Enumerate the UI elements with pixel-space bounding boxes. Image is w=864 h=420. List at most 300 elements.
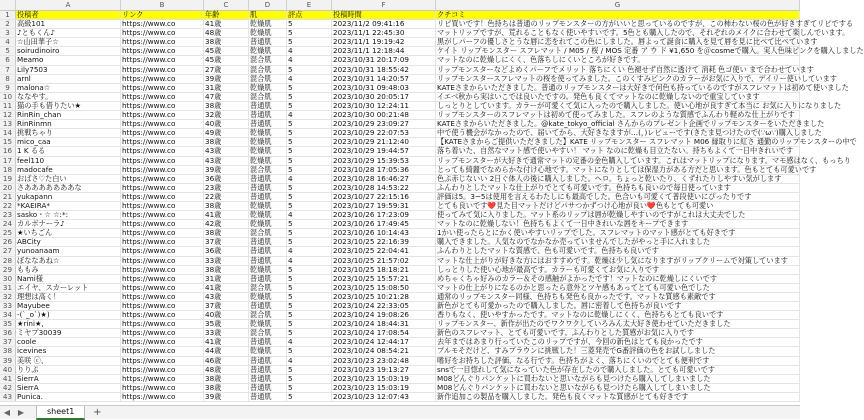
cell-poster[interactable]: ぼななあね☆ [16, 257, 121, 265]
cell-posted-time[interactable]: 2023/11/2 09:41:16 [332, 20, 436, 28]
cell-link[interactable]: https://www.co [121, 129, 204, 137]
cell-age[interactable]: 45歳 [204, 56, 249, 64]
cell-poster[interactable]: yunoanaam [16, 247, 121, 255]
row-number[interactable]: 19 [0, 175, 16, 183]
cell-review[interactable]: 1かい使ったらとにかく使いやすいリップでした。スフレマットのマット感がとても好きです [436, 229, 800, 237]
cell-skin[interactable]: 普通肌 [249, 338, 287, 346]
cell-age[interactable]: 41歳 [204, 20, 249, 28]
cell-posted-time[interactable]: 2023/10/24 22:33:05 [332, 302, 436, 310]
cell-poster[interactable]: Punica. [16, 393, 121, 401]
cell-posted-time[interactable]: 2023/11/1 19:19:42 [332, 38, 436, 46]
column-header-b[interactable]: B [121, 0, 204, 10]
cell-rating[interactable]: 5 [287, 202, 332, 210]
cell-skin[interactable]: 混合肌 [249, 75, 287, 83]
cell-link[interactable]: https://www.co [121, 329, 204, 337]
cell-rating[interactable]: 5 [287, 166, 332, 174]
row-number[interactable]: 11 [0, 102, 16, 110]
cell-age[interactable]: 39歳 [204, 75, 249, 83]
cell-review[interactable]: リップモンスター、新作が出たのでワクワクしていろみん太大好き使わせていただきました [436, 320, 800, 328]
cell-posted-time[interactable]: 2023/10/23 15:03:19 [332, 384, 436, 392]
cell-poster[interactable]: malona☆ [16, 84, 121, 92]
column-header-g[interactable]: G [436, 0, 800, 10]
cell-link[interactable]: https://www.co [121, 166, 204, 174]
cell-age[interactable]: 27歳 [204, 66, 249, 74]
cell-link[interactable]: https://www.co [121, 147, 204, 155]
cell-skin[interactable]: 乾燥肌 [249, 129, 287, 137]
cell-rating[interactable]: 5 [287, 366, 332, 374]
cell-review[interactable]: 中で使う機会がなかったので、届いてから、大好きなますが…(，)レビューです(きたま見つけたので(∵ω∵)購入しました [437, 128, 822, 138]
column-header-e[interactable]: E [287, 0, 332, 10]
cell-posted-time[interactable]: 2023/10/24 19:08:26 [332, 311, 436, 319]
cell-age[interactable]: 44歳 [204, 347, 249, 355]
row-number[interactable]: 31 [0, 284, 16, 292]
cell-link[interactable]: https://www.co [121, 66, 204, 74]
cell-link[interactable]: https://www.co [121, 202, 204, 210]
header-cell[interactable]: 投稿時間 [332, 11, 436, 19]
cell-skin[interactable]: 乾燥肌 [249, 138, 287, 146]
cell-age[interactable]: 35歳 [204, 320, 249, 328]
cell-rating[interactable]: 5 [287, 238, 332, 246]
cell-link[interactable]: https://www.co [121, 93, 204, 101]
cell-poster[interactable]: りりぷ [16, 366, 121, 374]
cell-rating[interactable]: 5 [287, 184, 332, 192]
cell-rating[interactable]: 5 [287, 220, 332, 228]
cell-skin[interactable]: 普通肌 [249, 102, 287, 110]
cell-poster[interactable]: Mayubee [16, 302, 121, 310]
cell-poster[interactable]: ななやす。 [16, 93, 121, 101]
cell-posted-time[interactable]: 2023/10/31 09:48:03 [332, 84, 436, 92]
cell-skin[interactable]: 混合肌 [249, 311, 287, 319]
cell-posted-time[interactable]: 2023/10/26 17:49:45 [332, 220, 436, 228]
cell-rating[interactable]: 4 [287, 257, 332, 265]
cell-skin[interactable]: 普通肌 [249, 357, 287, 365]
cell-rating[interactable]: 4 [287, 47, 332, 55]
select-all-corner[interactable] [0, 0, 16, 10]
cell-poster[interactable]: エイヤ、スカーレット [16, 284, 121, 292]
cell-age[interactable]: 36歳 [204, 247, 249, 255]
row-number[interactable]: 10 [0, 93, 16, 101]
cell-posted-time[interactable]: 2023/10/25 15:08:50 [332, 284, 436, 292]
cell-skin[interactable]: 普通肌 [249, 120, 287, 128]
cell-review[interactable]: とても良いです❤️見た目マットだけどパサつかずつけ心地が良い❤️色もとても可愛い [436, 202, 800, 210]
row-number[interactable]: 21 [0, 193, 16, 201]
cell-link[interactable]: https://www.co [121, 20, 204, 28]
cell-skin[interactable]: 混合肌 [249, 56, 287, 64]
cell-review[interactable]: 使ってみて気に入りました。マット系のリップは唇が乾燥しやすいのですがこれは大丈夫でした [436, 211, 800, 219]
row-number[interactable]: 26 [0, 238, 16, 246]
cell-poster[interactable]: feel110 [16, 157, 121, 165]
cell-review[interactable]: 色ぷ赤じないい 2日ぐ体人の後に購入しました。ヘロ。ちょっと乾いたり、くずれたりしやすい気がします [436, 175, 800, 183]
cell-poster[interactable]: ももみ [16, 266, 121, 274]
row-number[interactable]: 29 [0, 266, 16, 274]
cell-rating[interactable]: 4 [287, 357, 332, 365]
cell-posted-time[interactable]: 2023/10/29 19:44:57 [332, 147, 436, 155]
cell-skin[interactable]: 乾燥肌 [249, 20, 287, 28]
cell-rating[interactable]: 5 [287, 66, 332, 74]
cell-skin[interactable]: 乾燥肌 [249, 84, 287, 92]
cell-review[interactable]: 新色がとても可愛かったので購入しました。唇に密着して色持ちが良いです [436, 302, 800, 310]
cell-poster[interactable]: 挑戦ちゃり [16, 129, 121, 137]
cell-poster[interactable]: sasko・☆ ☆:*: [16, 211, 121, 219]
cell-rating[interactable]: 5 [287, 293, 332, 301]
cell-poster[interactable]: 理想は高く！ [16, 293, 121, 301]
cell-link[interactable]: https://www.co [121, 120, 204, 128]
cell-rating[interactable]: 5 [287, 193, 332, 201]
cell-age[interactable]: 32歳 [204, 111, 249, 119]
cell-rating[interactable]: 5 [287, 311, 332, 319]
cell-link[interactable]: https://www.co [121, 175, 204, 183]
cell-review[interactable]: マットなのに乾燥しない！色持ちもよくて一日中きれいな唇をキープできます [436, 220, 800, 228]
cell-posted-time[interactable]: 2023/10/30 20:05:17 [332, 93, 436, 101]
row-number[interactable]: 15 [0, 138, 16, 146]
cell-posted-time[interactable]: 2023/10/31 14:20:57 [332, 75, 436, 83]
cell-link[interactable]: https://www.co [121, 75, 204, 83]
cell-link[interactable]: https://www.co [121, 366, 204, 374]
cell-review[interactable]: リップモンスタースフレマットの桜を使ってみました。このくすみピンクのカラーがお気に入りで、デイリー使いしています [437, 73, 837, 83]
row-number[interactable]: 36 [0, 329, 16, 337]
cell-age[interactable]: 38歳 [204, 102, 249, 110]
row-number[interactable]: 32 [0, 293, 16, 301]
cell-rating[interactable]: 4 [287, 111, 332, 119]
cell-poster[interactable]: soirudinoiro [16, 47, 121, 55]
cell-review[interactable]: イエベ秋から実はいこでは良いたですの。発色も良くてマットなのに乾燥しないので重宝しています [436, 93, 800, 101]
cell-posted-time[interactable]: 2023/11/1 22:45:30 [332, 29, 436, 37]
cell-poster[interactable]: ☆山田華子☆ [16, 38, 121, 46]
row-number[interactable]: 17 [0, 157, 16, 165]
cell-review[interactable]: マットリップですが、荒れることもなく使いやすいです。5色とも購入したので、それぞれのメイクに合わせて楽しんでいます。 [437, 28, 850, 38]
cell-link[interactable]: https://www.co [121, 257, 204, 265]
cell-skin[interactable]: 乾燥肌 [249, 211, 287, 219]
cell-posted-time[interactable]: 2023/10/24 17:08:54 [332, 329, 436, 337]
cell-review[interactable]: 香りもなく、使いやすかったです。マットなのに乾燥しにくく、色持ちもとても良いです [436, 311, 800, 319]
cell-age[interactable]: 41歳 [204, 211, 249, 219]
cell-review[interactable]: しっとりとしています。カラーが可愛くて気に入ったので購入しました。使い心地が良すぎて本当に お気に入りになりました [437, 100, 842, 110]
row-number[interactable]: 20 [0, 184, 16, 192]
cell-skin[interactable]: 混合肌 [249, 229, 287, 237]
cell-link[interactable]: https://www.co [121, 284, 204, 292]
cell-rating[interactable]: 4 [287, 56, 332, 64]
cell-posted-time[interactable]: 2023/10/25 10:21:28 [332, 293, 436, 301]
add-sheet-button[interactable]: + [93, 407, 102, 418]
cell-review[interactable]: とっても綺麗でなめらかな付け心地です。マットになりとしては保湿力がある方だと思います。色もとても可愛いです [437, 164, 817, 174]
cell-age[interactable]: 38歳 [204, 38, 249, 46]
cell-rating[interactable]: 4 [287, 247, 332, 255]
cell-review[interactable]: 評価は5。3~5は使用を言えるわたしにも最高でした。色合いも可愛くて普段使いにぴったりです [436, 193, 800, 201]
cell-skin[interactable]: 普通肌 [249, 111, 287, 119]
cell-skin[interactable]: 混合肌 [249, 284, 287, 292]
cell-poster[interactable]: RinRin_chan [16, 111, 121, 119]
cell-skin[interactable]: 乾燥肌 [249, 147, 287, 155]
cell-skin[interactable]: 普通肌 [249, 257, 287, 265]
cell-age[interactable]: 48歳 [204, 29, 249, 37]
cell-age[interactable]: 40歳 [204, 120, 249, 128]
cell-posted-time[interactable]: 2023/10/29 22:07:53 [332, 129, 436, 137]
cell-skin[interactable]: 普通肌 [249, 366, 287, 374]
cell-age[interactable]: 43歳 [204, 147, 249, 155]
cell-rating[interactable]: 5 [287, 347, 332, 355]
row-number[interactable]: 1 [0, 11, 16, 19]
cell-skin[interactable]: 乾燥肌 [249, 202, 287, 210]
row-number[interactable]: 5 [0, 47, 16, 55]
cell-link[interactable]: https://www.co [121, 311, 204, 319]
cell-age[interactable]: 33歳 [204, 257, 249, 265]
cell-link[interactable]: https://www.co [121, 56, 204, 64]
cell-review[interactable]: ケイト リップモンスター スフレマット / M05 / 桜 / MOS 定番 ア ウ ド ¥1,650 を＠cosmeで購入。実人色味ピンクを購入しました [437, 46, 864, 56]
cell-age[interactable]: 47歳 [204, 93, 249, 101]
cell-poster[interactable]: -(`_o`)★) [16, 311, 121, 319]
cell-rating[interactable]: 5 [287, 384, 332, 392]
cell-poster[interactable]: Nami様 [16, 275, 121, 283]
cell-rating[interactable]: 4 [287, 211, 332, 219]
cell-link[interactable]: https://www.co [121, 275, 204, 283]
cell-review[interactable]: 【KATEさまからご提供いただきました】KATE リップモンスター スフレマット M06 縁取りに紅さ 通勤のリップモンスターの中で [437, 137, 857, 147]
cell-poster[interactable]: RinRinmn [16, 120, 121, 128]
cell-skin[interactable]: 乾燥肌 [249, 320, 287, 328]
cell-posted-time[interactable]: 2023/10/27 19:59:31 [332, 202, 436, 210]
cell-link[interactable]: https://www.co [121, 357, 204, 365]
cell-rating[interactable]: 5 [287, 129, 332, 137]
cell-age[interactable]: 37歳 [204, 238, 249, 246]
cell-review[interactable]: 通常のリップモンスター同様、色持ちも発色も良かったです。マットな質感も素敵です [436, 293, 800, 301]
row-number[interactable]: 34 [0, 311, 16, 319]
cell-skin[interactable]: 普通肌 [249, 275, 287, 283]
cell-rating[interactable]: 4 [287, 338, 332, 346]
cell-age[interactable]: 43歳 [204, 293, 249, 301]
header-cell[interactable]: 投稿者 [16, 11, 121, 19]
cell-review[interactable]: マットなのに乾燥しにくく、色落ちしにくいところが好きです。 [436, 56, 800, 64]
cell-poster[interactable]: mico_caa [16, 138, 121, 146]
cell-link[interactable]: https://www.co [121, 111, 204, 119]
header-cell[interactable]: リンク [121, 11, 204, 19]
cell-rating[interactable]: 5 [287, 38, 332, 46]
cell-rating[interactable]: 5 [287, 29, 332, 37]
cell-review[interactable]: マットの仕上がりになるのかと思ったら意外とツヤ感もあってとても可愛い色でした [436, 284, 800, 292]
cell-poster[interactable]: 美咲 ⓒ、 [16, 357, 121, 365]
sheet-tab[interactable]: sheet1 [36, 406, 85, 420]
cell-link[interactable]: https://www.co [121, 338, 204, 346]
cell-review[interactable]: M08どんぐりパンケットに買わないと思いながらも見つけたら購入してしまいました [436, 384, 800, 392]
cell-skin[interactable]: 普通肌 [249, 175, 287, 183]
cell-posted-time[interactable]: 2023/10/28 14:53:22 [332, 184, 436, 192]
cell-posted-time[interactable]: 2023/10/29 21:12:40 [332, 138, 436, 146]
column-header-c[interactable]: C [204, 0, 249, 10]
cell-review[interactable]: しっとりした使い心地が最高です。カラーも可愛くてお気に入りです [436, 266, 800, 274]
cell-age[interactable]: 31歳 [204, 84, 249, 92]
row-number[interactable]: 2 [0, 20, 16, 28]
row-number[interactable]: 14 [0, 129, 16, 137]
cell-review[interactable]: リップモンスターなどよめくパーフでメリット 落ちにくい 色褪せず自然に透けて 消耗 色ゴ使い まで合わせています [437, 64, 814, 74]
cell-posted-time[interactable]: 2023/10/23 12:07:43 [332, 393, 436, 401]
cell-link[interactable]: https://www.co [121, 229, 204, 237]
cell-link[interactable]: https://www.co [121, 384, 204, 392]
cell-poster[interactable]: ★rini★, [16, 320, 121, 328]
row-number[interactable]: 3 [0, 29, 16, 37]
cell-skin[interactable]: 普通肌 [249, 393, 287, 401]
cell-posted-time[interactable]: 2023/10/23 23:02:48 [332, 357, 436, 365]
cell-poster[interactable]: ABCity [16, 238, 121, 246]
cell-rating[interactable]: 5 [287, 302, 332, 310]
cell-review[interactable]: 落ち着いた、自然なマット感で使いやすい！ マット なのに乾燥も目立たない。持ちもよくて一日中きれいです [436, 147, 800, 155]
cell-review[interactable]: 黒がしパーフの優しさとうな唇に恋をれてこの色にしました。唇よって誕食に購入を見て唇を見に比べて比べています [437, 37, 818, 47]
cell-rating[interactable]: 4 [287, 75, 332, 83]
cell-skin[interactable]: 普通肌 [249, 38, 287, 46]
cell-poster[interactable]: Meamo [16, 56, 121, 64]
cell-posted-time[interactable]: 2023/11/1 12:18:44 [332, 47, 436, 55]
cell-rating[interactable]: 5 [287, 102, 332, 110]
header-cell[interactable]: 肌 [249, 11, 287, 19]
cell-posted-time[interactable]: 2023/10/25 18:18:21 [332, 266, 436, 274]
column-header-d[interactable]: D [249, 0, 287, 10]
cell-age[interactable]: 38歳 [204, 138, 249, 146]
cell-review[interactable]: ふんわりとしたマットな質感で、色も可愛いです。色持ちも良いです [436, 247, 800, 255]
cell-poster[interactable]: yukapann [16, 193, 121, 201]
cell-link[interactable]: https://www.co [121, 247, 204, 255]
cell-posted-time[interactable]: 2023/10/25 15:57:21 [332, 275, 436, 283]
cell-rating[interactable]: 4 [287, 175, 332, 183]
row-number[interactable]: 42 [0, 384, 16, 392]
cell-review[interactable]: めちゃくちゃ好みのカラー＆その感触がよかったです！マットなのに乾燥しにくいです [436, 275, 800, 283]
cell-review[interactable]: 新色のスフレマット、とても可愛いです。ふんわりとした質感がお気に入りです [436, 329, 800, 337]
cell-age[interactable]: 41歳 [204, 284, 249, 292]
cell-age[interactable]: 48歳 [204, 366, 249, 374]
cell-link[interactable]: https://www.co [121, 184, 204, 192]
cell-rating[interactable]: 5 [287, 93, 332, 101]
row-number[interactable]: 39 [0, 357, 16, 365]
cell-poster[interactable]: ★いちごん [16, 229, 121, 237]
cell-age[interactable]: 40歳 [204, 311, 249, 319]
row-number[interactable]: 22 [0, 202, 16, 210]
cell-skin[interactable]: 乾燥肌 [249, 220, 287, 228]
cell-age[interactable]: 38歳 [204, 229, 249, 237]
row-number[interactable]: 4 [0, 38, 16, 46]
cell-posted-time[interactable]: 2023/10/29 15:39:53 [332, 157, 436, 165]
cell-poster[interactable]: icevines [16, 347, 121, 355]
cell-age[interactable]: 23歳 [204, 184, 249, 192]
cell-rating[interactable]: 5 [287, 275, 332, 283]
row-number[interactable]: 25 [0, 229, 16, 237]
cell-age[interactable]: 33歳 [204, 329, 249, 337]
cell-link[interactable]: https://www.co [121, 47, 204, 55]
cell-posted-time[interactable]: 2023/10/31 20:17:09 [332, 56, 436, 64]
row-number[interactable]: 27 [0, 247, 16, 255]
cell-age[interactable]: 45歳 [204, 47, 249, 55]
cell-poster[interactable]: さあああああああな [16, 184, 121, 192]
cell-age[interactable]: 39歳 [204, 166, 249, 174]
cell-rating[interactable]: 5 [287, 393, 332, 401]
cell-link[interactable]: https://www.co [121, 138, 204, 146]
cell-rating[interactable]: 5 [287, 329, 332, 337]
cell-review[interactable]: 去年まではあまり行っていたこのリップですが、今回の新色はとても良かったです [436, 338, 800, 346]
cell-age[interactable]: 37歳 [204, 302, 249, 310]
cell-link[interactable]: https://www.co [121, 375, 204, 383]
cell-rating[interactable]: 5 [287, 284, 332, 292]
cell-link[interactable]: https://www.co [121, 347, 204, 355]
cell-poster[interactable]: 1 K るる [16, 147, 121, 155]
cell-rating[interactable]: 5 [287, 375, 332, 383]
cell-link[interactable]: https://www.co [121, 211, 204, 219]
cell-skin[interactable]: 普通肌 [249, 375, 287, 383]
cell-link[interactable]: https://www.co [121, 102, 204, 110]
cell-poster[interactable]: SierrA [16, 375, 121, 383]
cell-rating[interactable]: 5 [287, 84, 332, 92]
cell-link[interactable]: https://www.co [121, 293, 204, 301]
cell-review[interactable]: ふんわりとしたマットな仕上がりでとても可愛いです。色持ちも良いので毎日使っています [436, 184, 800, 192]
row-number[interactable]: 43 [0, 393, 16, 401]
cell-posted-time[interactable]: 2023/10/24 18:44:31 [332, 320, 436, 328]
cell-posted-time[interactable]: 2023/10/25 22:04:41 [332, 247, 436, 255]
cell-age[interactable]: 43歳 [204, 157, 249, 165]
cell-link[interactable]: https://www.co [121, 393, 204, 401]
header-cell[interactable]: クチコミ [436, 11, 800, 19]
cell-review[interactable]: リップモンスターが大好きで通常マットの定番の金色購入しています。これはマットリップになります。マモ感はなく、もっちり [437, 155, 851, 165]
cell-link[interactable]: https://www.co [121, 29, 204, 37]
cell-poster[interactable]: *KAEIRA* [16, 202, 121, 210]
cell-rating[interactable]: 5 [287, 157, 332, 165]
cell-age[interactable]: 38歳 [204, 266, 249, 274]
cell-link[interactable]: https://www.co [121, 84, 204, 92]
cell-skin[interactable]: 混合肌 [249, 329, 287, 337]
cell-posted-time[interactable]: 2023/10/30 00:21:48 [332, 111, 436, 119]
cell-poster[interactable]: 高級101 [16, 20, 121, 28]
cell-skin[interactable]: 普通肌 [249, 238, 287, 246]
header-cell[interactable]: 評点 [287, 11, 332, 19]
cell-review[interactable]: リップモンスターのスフレマットは初めて使ってみました。スフレのような質感でふんわり軽めな仕上がりです [436, 111, 800, 119]
cell-review[interactable]: 嗜好をお持ちした評価、なる行です。色持ちがよく、落ちにくいのでとても便利です [436, 357, 800, 365]
row-number[interactable]: 28 [0, 257, 16, 265]
cell-rating[interactable]: 5 [287, 147, 332, 155]
cell-age[interactable]: 22歳 [204, 193, 249, 201]
cell-age[interactable]: 38歳 [204, 375, 249, 383]
cell-poster[interactable]: coole [16, 338, 121, 346]
cell-skin[interactable]: 乾燥肌 [249, 29, 287, 37]
cell-link[interactable]: https://www.co [121, 220, 204, 228]
cell-rating[interactable]: 5 [287, 266, 332, 274]
cell-poster[interactable]: ミヤプ30039 [16, 329, 121, 337]
cell-poster[interactable]: ♪ともくん♪ [16, 29, 121, 37]
cell-rating[interactable]: 5 [287, 229, 332, 237]
cell-posted-time[interactable]: 2023/10/25 21:57:02 [332, 257, 436, 265]
header-cell[interactable]: 年齢 [204, 11, 249, 19]
row-number[interactable]: 38 [0, 347, 16, 355]
cell-poster[interactable]: madocafe [16, 166, 121, 174]
cell-skin[interactable]: 乾燥肌 [249, 347, 287, 355]
column-header-f[interactable]: F [332, 0, 436, 10]
cell-skin[interactable]: 乾燥肌 [249, 47, 287, 55]
cell-link[interactable]: https://www.co [121, 320, 204, 328]
cell-skin[interactable]: 普通肌 [249, 302, 287, 310]
row-number[interactable]: 12 [0, 111, 16, 119]
cell-age[interactable]: 42歳 [204, 220, 249, 228]
cell-posted-time[interactable]: 2023/10/24 12:44:17 [332, 338, 436, 346]
cell-poster[interactable]: 猫の手も借りたい★ [16, 102, 121, 110]
cell-posted-time[interactable]: 2023/10/28 17:05:36 [332, 166, 436, 174]
cell-link[interactable]: https://www.co [121, 302, 204, 310]
cell-link[interactable]: https://www.co [121, 193, 204, 201]
cell-rating[interactable]: 5 [287, 138, 332, 146]
row-number[interactable]: 41 [0, 375, 16, 383]
cell-skin[interactable]: 混合肌 [249, 93, 287, 101]
cell-review[interactable]: snsで一目惚れして気になっていた色が存在したので購入しました。とても可愛いです [436, 366, 800, 374]
cell-poster[interactable]: カルボナーラ♪ [16, 220, 121, 228]
cell-review[interactable]: プルモそだけど、すみプラウンに挑戦した！三菱発売でG番評価の色をお試ししました [436, 347, 800, 355]
cell-poster[interactable]: arnl [16, 75, 121, 83]
cell-posted-time[interactable]: 2023/10/31 18:55:42 [332, 66, 436, 74]
cell-posted-time[interactable]: 2023/10/30 12:24:11 [332, 102, 436, 110]
cell-age[interactable]: 38歳 [204, 202, 249, 210]
cell-link[interactable]: https://www.co [121, 266, 204, 274]
cell-posted-time[interactable]: 2023/10/23 19:13:27 [332, 366, 436, 374]
cell-age[interactable]: 46歳 [204, 357, 249, 365]
